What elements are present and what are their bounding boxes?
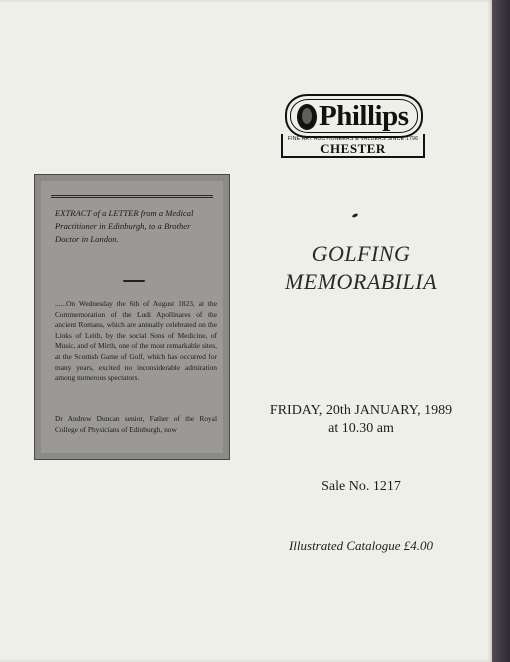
ornament-mark (352, 213, 359, 218)
title-line-2: MEMORABILIA (284, 269, 438, 294)
date-line-2: at 10.30 am (328, 421, 394, 436)
catalogue-price: Illustrated Catalogue £4.00 (288, 538, 434, 553)
logo-oval (285, 94, 423, 138)
extract-divider (123, 280, 145, 282)
extract-body: ......On Wednesday the 6th of August 1823, at the Commemoration of the Ludi Apollinares of the ancient Romans, which are annually celebrated on the Links of Leith, by the social Sons of Medicine, of Music, and of Mirth, one of the most remarkable sites, at the Scottish Game of Golf, which has occurred for many years, excited no inconsiderable admiration among numerous spectators. (55, 299, 217, 383)
extract-heading: EXTRACT of a LETTER from a Medical Practitioner in Edinburgh, to a Brother Doctor in London. (55, 208, 194, 244)
catalogue-title (262, 240, 460, 296)
binding-edge (492, 0, 510, 662)
extract-page (41, 181, 223, 453)
sale-number: Sale No. 1217 (321, 479, 401, 494)
logo-city: CHESTER (320, 141, 386, 156)
letter-extract-photo (34, 174, 230, 460)
extract-body-continued: Dr Andrew Duncan senior, Father of the Royal College of Physicians of Edinburgh, now (55, 414, 217, 434)
logo-strip (281, 134, 425, 158)
phillips-logo (281, 92, 425, 162)
logo-tagline: FINE ART AUCTIONEERS & VALUERS SINCE 1796 (287, 136, 419, 142)
title-line-1: GOLFING (311, 241, 411, 266)
portrait-icon (297, 104, 317, 130)
logo-name: Phillips (319, 100, 409, 132)
date-line-1: FRIDAY, 20th JANUARY, 1989 (269, 403, 453, 418)
double-rule (51, 195, 213, 198)
sale-date (262, 402, 460, 438)
